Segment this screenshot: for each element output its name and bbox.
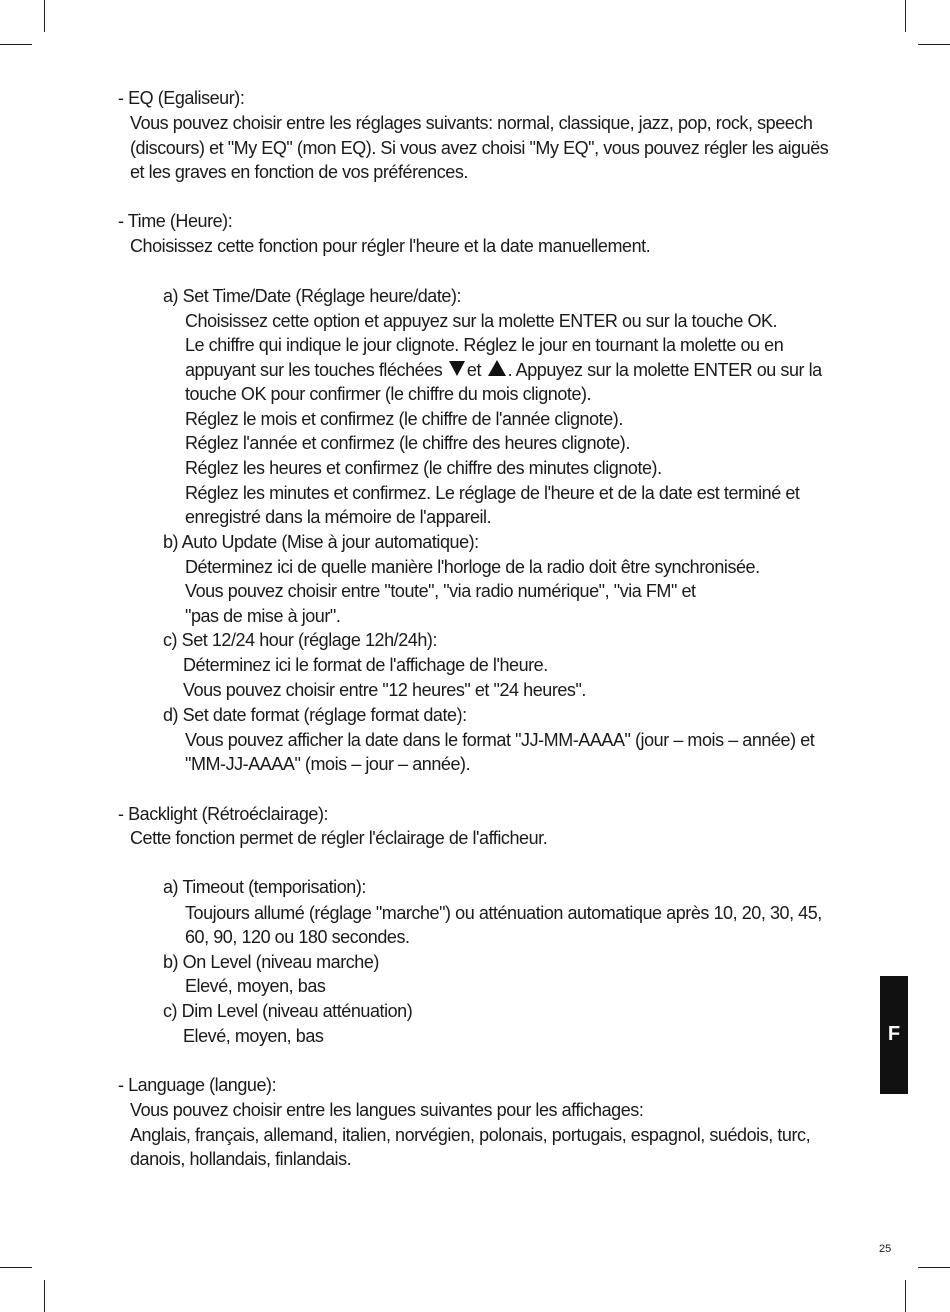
time-d-line: "MM-JJ-AAAA" (mois – jour – année).	[185, 754, 471, 774]
crop-mark	[44, 1280, 45, 1312]
page-number: 25	[879, 1243, 892, 1255]
time-a-line: Réglez les heures et confirmez (le chiffre des minutes clignote).	[185, 458, 662, 478]
eq-text-line: et les graves en fonction de vos préférences.	[130, 162, 468, 182]
language-tab-letter: F	[887, 1023, 901, 1045]
time-intro: Choisissez cette fonction pour régler l'heure et la date manuellement.	[130, 236, 651, 256]
crop-mark	[918, 1267, 950, 1268]
language-line: Vous pouvez choisir entre les langues suivantes pour les affichages:	[130, 1100, 644, 1120]
time-a-line: touche OK pour confirmer (le chiffre du mois clignote).	[185, 384, 592, 404]
crop-mark	[905, 1280, 906, 1312]
crop-mark	[44, 0, 45, 32]
backlight-c-heading: c) Dim Level (niveau atténuation)	[163, 1001, 413, 1021]
eq-heading: - EQ (Egaliseur):	[118, 88, 245, 108]
time-b-line: "pas de mise à jour".	[185, 606, 341, 626]
time-d-heading: d) Set date format (réglage format date):	[163, 705, 467, 725]
language-tab	[880, 976, 908, 1094]
time-d-line: Vous pouvez afficher la date dans le format "JJ-MM-AAAA" (jour – mois – année) et	[185, 730, 815, 750]
crop-mark	[0, 1267, 32, 1268]
eq-text-line: (discours) et "My EQ" (mon EQ). Si vous avez choisi "My EQ", vous pouvez régler les aiguës	[130, 138, 829, 158]
time-c-line: Vous pouvez choisir entre "12 heures" et "24 heures".	[183, 680, 586, 700]
time-b-line: Vous pouvez choisir entre "toute", "via radio numérique", "via FM" et	[185, 581, 696, 601]
time-a-line3-mid: et	[466, 360, 482, 380]
time-a-line3-start: appuyant sur les touches fléchées	[185, 360, 443, 380]
backlight-heading: - Backlight (Rétroéclairage):	[118, 804, 329, 824]
backlight-b-heading: b) On Level (niveau marche)	[163, 952, 379, 972]
time-a-line: Le chiffre qui indique le jour clignote. Réglez le jour en tournant la molette ou en	[185, 335, 784, 355]
time-a-line: Réglez le mois et confirmez (le chiffre de l'année clignote).	[185, 409, 623, 429]
backlight-b-line: Elevé, moyen, bas	[185, 976, 326, 996]
crop-mark	[905, 0, 906, 32]
language-line: Anglais, français, allemand, italien, norvégien, polonais, portugais, espagnol, suédois, turc,	[130, 1125, 811, 1145]
time-b-line: Déterminez ici de quelle manière l'horloge de la radio doit être synchronisée.	[185, 557, 760, 577]
time-a-line: Choisissez cette option et appuyez sur la molette ENTER ou sur la touche OK.	[185, 311, 778, 331]
backlight-a-line: Toujours allumé (réglage "marche") ou atténuation automatique après 10, 20, 30, 45,	[185, 903, 822, 923]
time-a-line: enregistré dans la mémoire de l'appareil.	[185, 507, 492, 527]
backlight-intro: Cette fonction permet de régler l'éclairage de l'afficheur.	[130, 828, 548, 848]
time-a-line-arrows	[185, 358, 822, 382]
backlight-a-heading: a) Timeout (temporisation):	[163, 877, 366, 897]
crop-mark	[0, 44, 32, 45]
time-a-heading: a) Set Time/Date (Réglage heure/date):	[163, 286, 462, 306]
time-heading: - Time (Heure):	[118, 211, 233, 231]
eq-text-line: Vous pouvez choisir entre les réglages suivants: normal, classique, jazz, pop, rock, speech	[130, 113, 813, 133]
backlight-a-line: 60, 90, 120 ou 180 secondes.	[185, 927, 410, 947]
backlight-c-line: Elevé, moyen, bas	[183, 1026, 324, 1046]
time-c-line: Déterminez ici le format de l'affichage de l'heure.	[183, 655, 548, 675]
crop-mark	[918, 44, 950, 45]
time-b-heading: b) Auto Update (Mise à jour automatique):	[163, 532, 479, 552]
language-line: danois, hollandais, finlandais.	[130, 1149, 352, 1169]
language-heading: - Language (langue):	[118, 1075, 277, 1095]
arrow-down-icon	[449, 361, 465, 376]
time-a-line3-end: . Appuyez sur la molette ENTER ou sur la	[507, 360, 822, 380]
time-c-heading: c) Set 12/24 hour (réglage 12h/24h):	[163, 630, 437, 650]
arrow-up-icon	[488, 360, 506, 376]
time-a-line: Réglez les minutes et confirmez. Le réglage de l'heure et de la date est terminé et	[185, 483, 800, 503]
time-a-line: Réglez l'année et confirmez (le chiffre des heures clignote).	[185, 433, 630, 453]
